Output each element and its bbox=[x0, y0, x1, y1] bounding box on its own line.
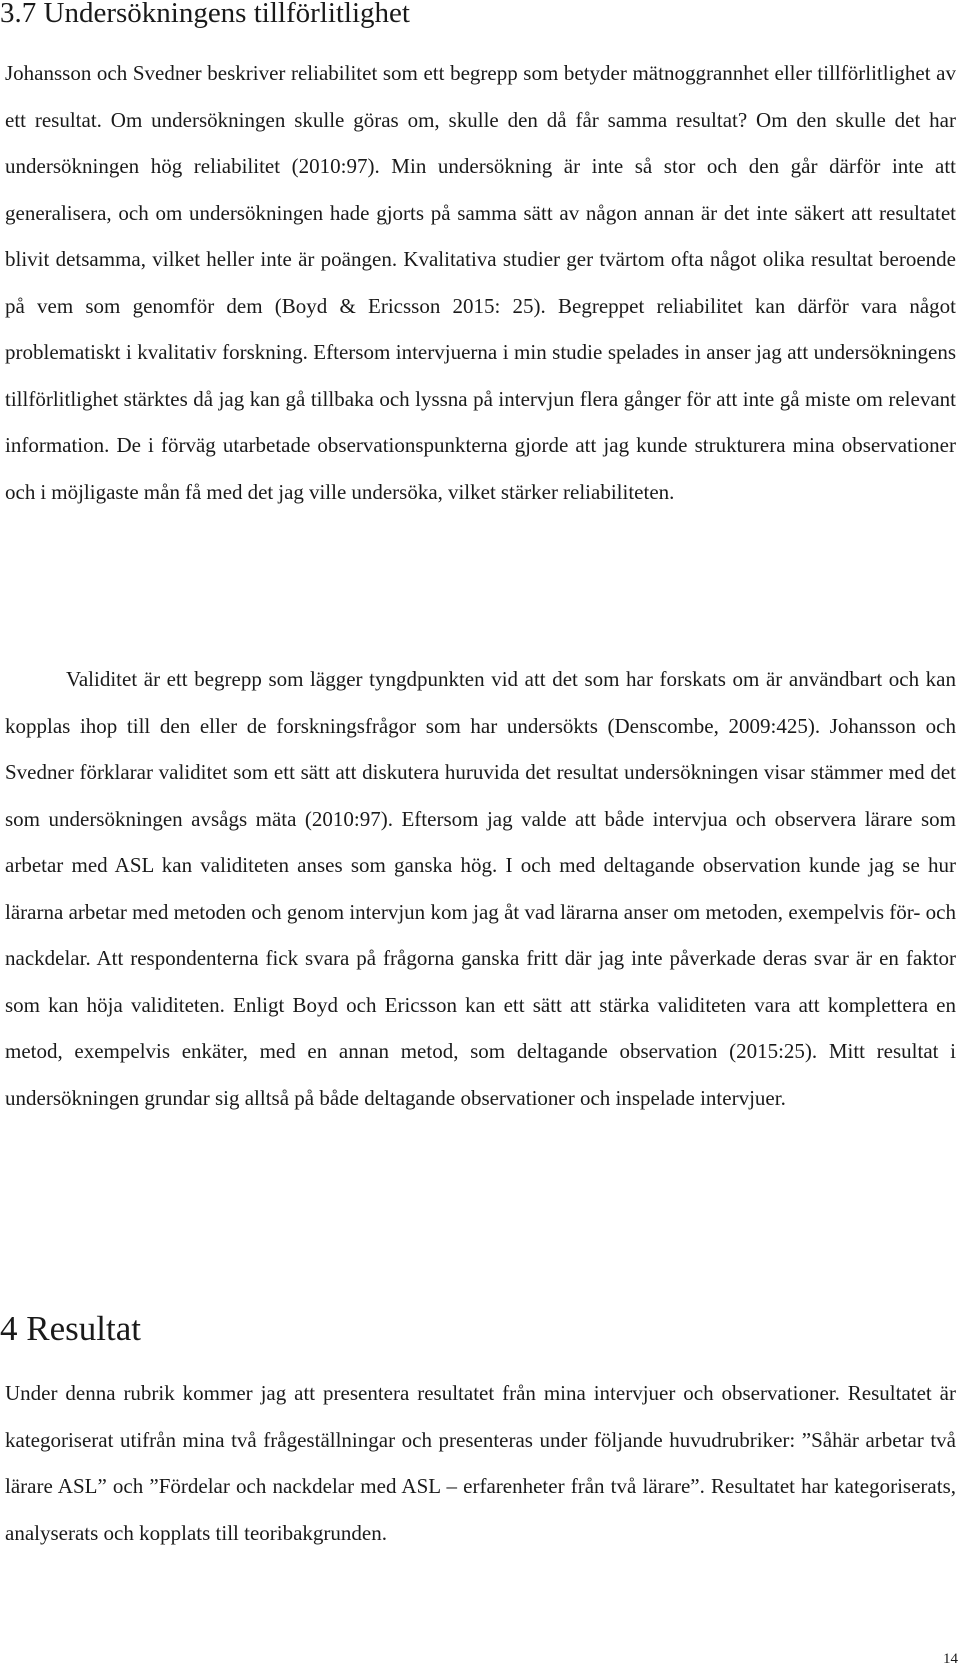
reliability-paragraph: Johansson och Svedner beskriver reliabilitet som ett begrepp som betyder mätnoggrannhet eller tillförlitlighet av ett resultat. Om undersökningen skulle göras om, skulle den då får samma resultat? Om den skulle det har undersökningen hög reliabilitet (2010:97). Min undersökning är inte så stor och den går därför inte att generalisera, och om undersökningen hade gjorts på samma sätt av någon annan är det inte säkert att resultatet blivit detsamma, vilket heller inte är poängen. Kvalitativa studier ger tvärtom ofta något olika resultat beroende på vem som genomför dem (Boyd & Ericsson 2015: 25). Begreppet reliabilitet kan därför vara något problematiskt i kvalitativ forskning. Eftersom intervjuerna i min studie spelades in anser jag att undersökningens tillförlitlighet stärktes då jag kan gå tillbaka och lyssna på intervjun flera gånger för att inte gå miste om relevant information. De i förväg utarbetade observationspunkterna gjorde att jag kunde strukturera mina observationer och i möjligaste mån få med det jag ville undersöka, vilket stärker reliabiliteten. bbox=[5, 61, 956, 504]
results-intro-paragraph: Under denna rubrik kommer jag att presentera resultatet från mina intervjuer och observationer. Resultatet är kategoriserat utifrån mina två frågeställningar och presenteras under följande huvudrubriker: ”Såhär arbetar två lärare ASL” och ”Fördelar och nackdelar med ASL – erfarenheter från två lärare”. Resultatet har kategoriserats, analyserats och kopplats till teoribakgrunden. bbox=[5, 1381, 956, 1545]
validity-paragraph: Validitet är ett begrepp som lägger tyngdpunkten vid att det som har forskats om är användbart och kan kopplas ihop till den eller de forskningsfrågor som har undersökts (Denscombe, 2009:425). Johansson och Svedner förklarar validitet som ett sätt att diskutera huruvida det resultat undersökningen visar stämmer med det som undersökningen avsågs mäta (2010:97). Eftersom jag valde att både intervjua och observera lärare som arbetar med ASL kan validiteten anses som ganska hög. I och med deltagande observation kunde jag se hur lärarna arbetar med metoden och genom intervjun kom jag åt vad lärarna anser om metoden, exempelvis för- och nackdelar. Att respondenterna fick svara på frågorna ganska fritt där jag inte påverkade deras svar är en faktor som kan höja validiteten. Enligt Boyd och Ericsson kan ett sätt att stärka validiteten vara att komplettera en metod, exempelvis enkäter, med en annan metod, som deltagande observation (2015:25). Mitt resultat i undersökningen grundar sig alltså på både deltagande observationer och inspelade intervjuer. bbox=[5, 667, 956, 1110]
chapter-heading: 4 Resultat bbox=[0, 1309, 141, 1348]
section-heading: 3.7 Undersökningens tillförlitlighet bbox=[0, 0, 410, 29]
page-number: 14 bbox=[943, 1651, 958, 1667]
